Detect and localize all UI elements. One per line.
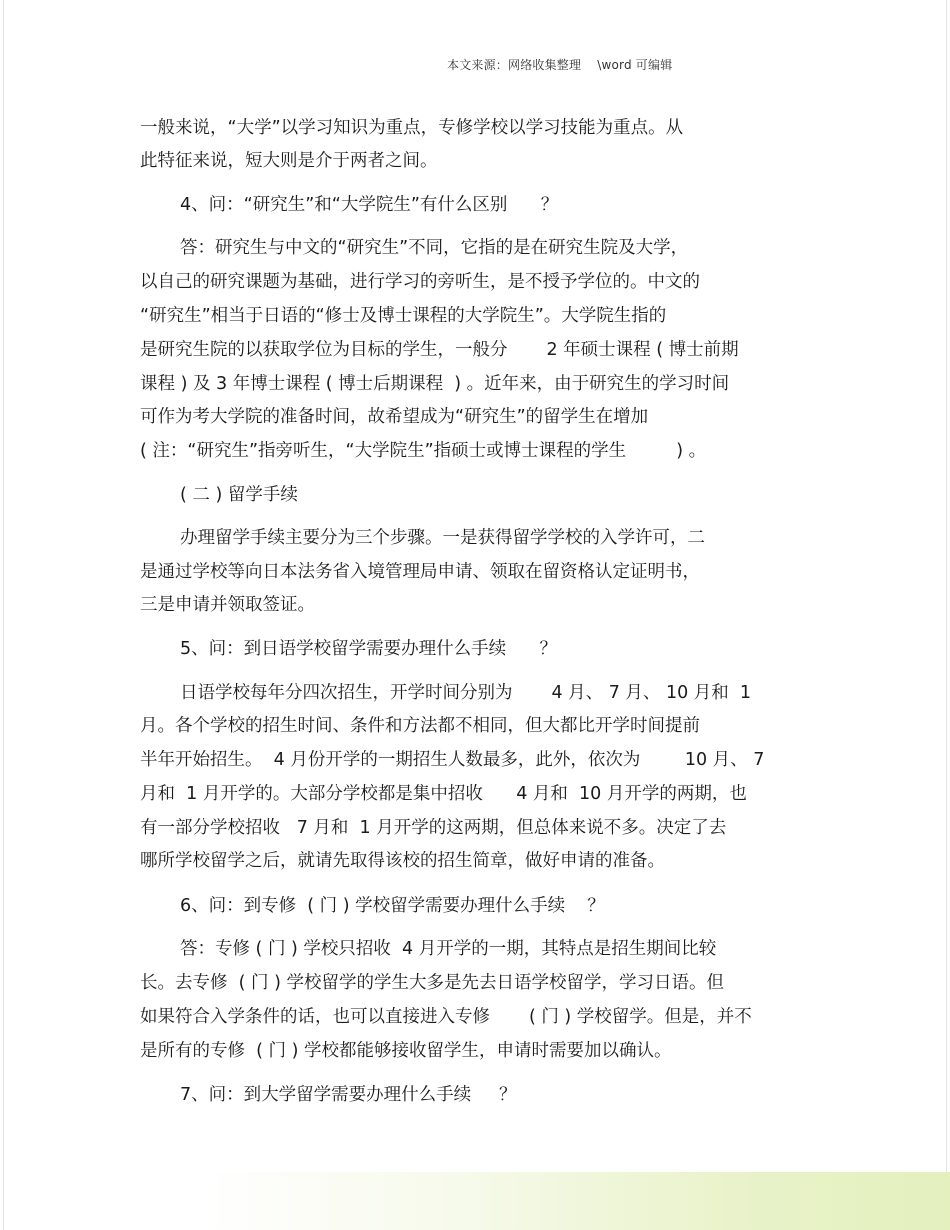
body-line: 此特征来说，短大则是介于两者之间。 — [140, 151, 438, 171]
body-line: 月和 1 月开学的。大部分学校都是集中招收 4 月和 10 月开学的两期，也 — [140, 784, 747, 804]
question-heading: 4、问：“研究生”和“大学院生”有什么区别 ？ — [180, 195, 559, 215]
body-line: 如果符合入学条件的话，也可以直接进入专修 ( 门 ) 学校留学。但是，并不 — [140, 1007, 752, 1027]
body-line: 哪所学校留学之后，就请先取得该校的招生简章，做好申请的准备。 — [140, 851, 665, 871]
section-heading: ( 二 ) 留学手续 — [180, 485, 298, 505]
body-line: 办理留学手续主要分为三个步骤。一是获得留学学校的入学许可，二 — [180, 528, 705, 548]
body-line: 是所有的专修 ( 门 ) 学校都能够接收留学生，申请时需要加以确认。 — [140, 1041, 672, 1061]
body-line: “研究生”相当于日语的“修士及博士课程的大学院生”。大学院生指的 — [140, 306, 667, 326]
question-heading: 6、问：到专修 ( 门 ) 学校留学需要办理什么手续 ？ — [180, 896, 605, 916]
page-right-edge — [946, 0, 947, 1230]
body-line: 一般来说，“大学”以学习知识为重点，专修学校以学习技能为重点。从 — [140, 118, 684, 138]
decorative-footer-band — [200, 1172, 950, 1230]
body-line: 日语学校每年分四次招生，开学时间分别为 4 月、 7 月、 10 月和 1 — [180, 683, 752, 703]
question-heading: 7、问：到大学留学需要办理什么手续 ？ — [180, 1085, 517, 1105]
body-line: 三是申请并领取签证。 — [140, 595, 315, 615]
body-line: 是通过学校等向日本法务省入境管理局申请、领取在留资格认定证明书， — [140, 562, 700, 582]
body-line: 长。去专修 ( 门 ) 学校留学的学生大多是先去日语学校留学，学习日语。但 — [140, 973, 724, 993]
page-left-edge — [3, 0, 4, 1230]
body-line: 可作为考大学院的准备时间，故希望成为“研究生”的留学生在增加 — [140, 407, 649, 427]
source-note: 本文来源：网络收集整理 \word 可编辑 — [447, 58, 673, 72]
body-line: 以自己的研究课题为基础，进行学习的旁听生，是不授予学位的。中文的 — [140, 272, 700, 292]
body-line: 月。各个学校的招生时间、条件和方法都不相同，但大都比开学时间提前 — [140, 716, 700, 736]
body-line: 半年开始招生。 4 月份开学的一期招生人数最多，此外，依次为 10 月、 7 — [140, 750, 765, 770]
body-line: 答：研究生与中文的“研究生”不同，它指的是在研究生院及大学， — [180, 238, 689, 258]
body-line: ( 注：“研究生”指旁听生，“大学院生”指硕士或博士课程的学生 ) 。 — [140, 441, 707, 461]
body-line: 课程 ) 及 3 年博士课程 ( 博士后期课程 ) 。近年来，由于研究生的学习时间 — [140, 374, 730, 394]
body-line: 答：专修 ( 门 ) 学校只招收 4 月开学的一期，其特点是招生期间比较 — [180, 939, 717, 959]
body-line: 是研究生院的以获取学位为目标的学生，一般分 2 年硕士课程 ( 博士前期 — [140, 340, 739, 360]
question-heading: 5、问：到日语学校留学需要办理什么手续 ？ — [180, 639, 558, 659]
body-line: 有一部分学校招收 7 月和 1 月开学的这两期，但总体来说不多。决定了去 — [140, 818, 727, 838]
